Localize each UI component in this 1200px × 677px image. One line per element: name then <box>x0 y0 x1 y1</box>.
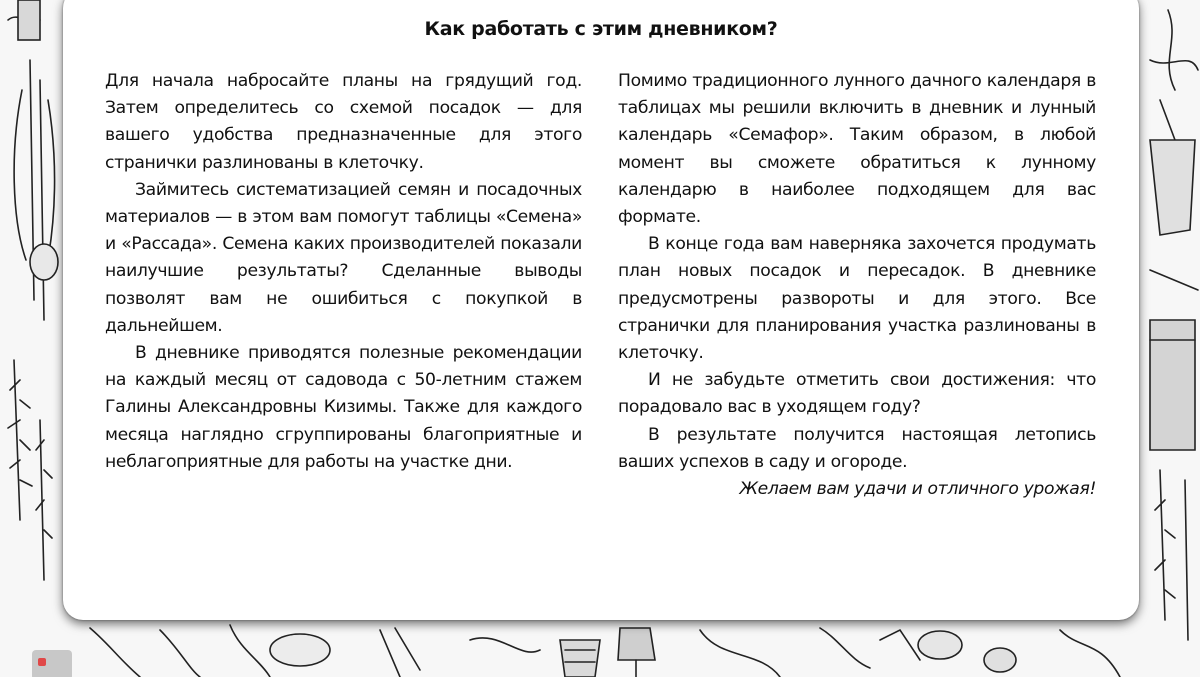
app-corner-icon[interactable] <box>32 650 72 677</box>
boot-icon <box>1150 270 1198 450</box>
paragraph: И не забудьте отметить свои достижения: что порадовало вас в уходящем году? <box>618 370 1096 418</box>
left-column <box>105 68 582 476</box>
vegetable-sketch-icon <box>90 625 1120 677</box>
instructions-card <box>63 0 1139 620</box>
basket-icon <box>560 640 600 677</box>
paragraph: В конце года вам наверняка захочется продумать план новых посадок и пересадок. В дневнике предусмотрены развороты и для этого. Все странички для планирования участка разлинованы в клеточку. <box>618 234 1096 364</box>
shovel-icon <box>1150 10 1198 235</box>
right-column <box>618 68 1096 503</box>
paragraph: В дневнике приводятся полезные рекомендации на каждый месяц от садовода с 50-летним стажем Галины Александровны Кизимы. Также для каждого месяца наглядно сгруппированы благоприятные и неблагоприятные для работы на участке дни. <box>105 343 582 472</box>
signature: Желаем вам удачи и отличного урожая! <box>739 479 1096 500</box>
paragraph: Для начала набросайте планы на грядущий год. Затем определитесь со схемой посадок — для вашего удобства предназначенные для этого странички разлинованы в клеточку. <box>105 71 582 173</box>
plant-sketch-icon <box>8 0 58 580</box>
page-title: Как работать с этим дневником? <box>424 18 778 40</box>
paragraph: Займитесь систематизацией семян и посадочных материалов — в этом вам помогут таблицы «Семена» и «Рассада». Семена каких производителей показали наилучшие результаты? Сделанные выводы позволят вам не ошибиться с покупкой в дальнейшем. <box>105 179 582 336</box>
plant-sketch-icon <box>1155 470 1188 640</box>
axe-icon <box>618 628 655 677</box>
paragraph: В результате получится настоящая летопись ваших успехов в саду и огороде. <box>618 424 1096 472</box>
paragraph: Помимо традиционного лунного дачного календаря в таблицах мы решили включить в дневник и лунный календарь «Семафор». Таким образом, в любой момент вы сможете обратиться к лунному календарю в наиболее подходящем для вас формате. <box>618 71 1096 228</box>
